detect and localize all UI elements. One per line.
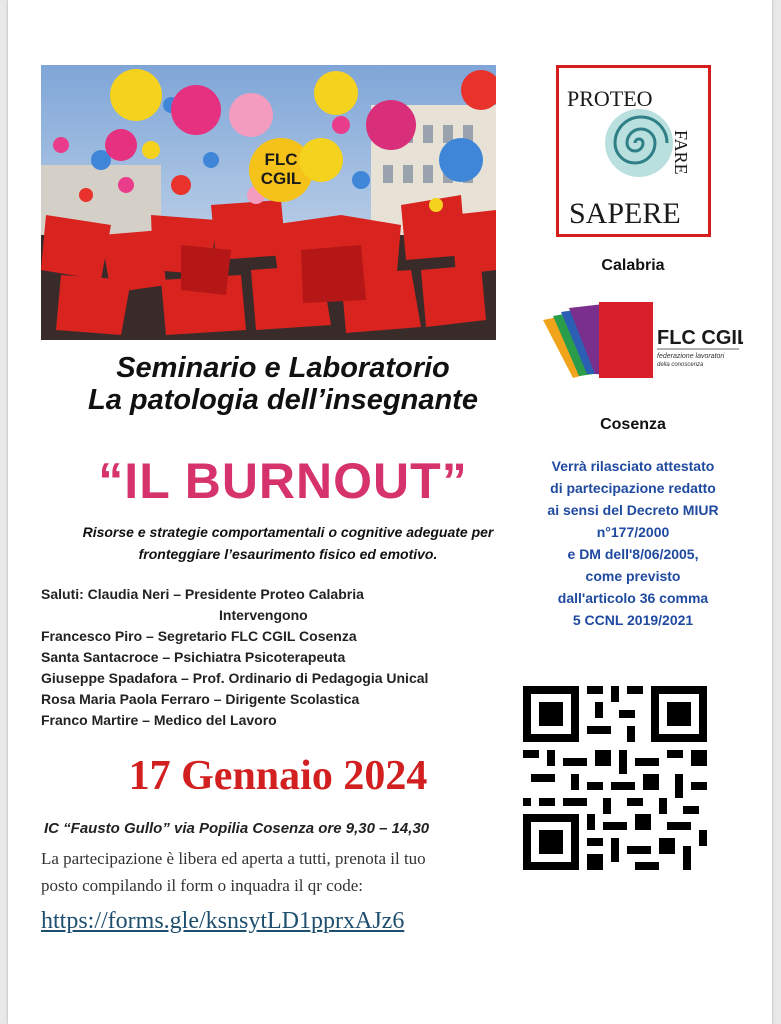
speakers-block [41, 584, 541, 731]
headline: “IL BURNOUT” [98, 453, 468, 509]
speaker-item: Giuseppe Spadafora – Prof. Ordinario di Pedagogia Unical [41, 670, 429, 686]
notice-line: e DM dell'8/06/2005, [567, 546, 699, 562]
flc-logo-text: FLC CGIL [657, 327, 743, 349]
subtitle-line2: fronteggiare l’esaurimento fisico ed emotivo. [138, 545, 438, 562]
speaker-item: Rosa Maria Paola Ferraro – Dirigente Scolastica [41, 691, 360, 707]
speaker-item: Franco Martire – Medico del Lavoro [41, 712, 277, 728]
notice-line: come previsto [585, 568, 681, 584]
seminar-subtitle [38, 522, 538, 565]
event-date: 17 Gennaio 2024 [128, 753, 428, 799]
sapere-word: SAPERE [569, 197, 681, 230]
info-line2: posto compilando il form o inquadra il qr code: [41, 876, 363, 895]
greeting-row [41, 584, 541, 605]
speaker-item: Santa Santacroce – Psichiatra Psicoterapeuta [41, 649, 346, 665]
crowd-photo [41, 65, 496, 340]
flc-logo-sub2: della conoscenza [657, 362, 704, 368]
notice-line: di partecipazione redatto [550, 480, 716, 496]
seminar-title-line1: Seminario e Laboratorio [116, 352, 450, 384]
greeting-text: Claudia Neri – Presidente Proteo Calabria [87, 586, 364, 602]
interventions-label: Intervengono [219, 607, 308, 623]
notice-line: Verrà rilasciato attestato [551, 458, 715, 474]
notice-line: ai sensi del Decreto MIUR [547, 502, 719, 518]
balloon-text-1: FLC [264, 150, 298, 169]
notice-line: n°177/2000 [596, 524, 670, 540]
form-link[interactable]: https://forms.gle/ksnsytLD1pprxAJz6 [41, 908, 405, 934]
event-venue: IC “Fausto Gullo” via Popilia Cosenza ore 9,30 – 14,30 [44, 820, 430, 837]
proteo-word: PROTEO [567, 86, 653, 111]
notice-line: dall'articolo 36 comma [557, 590, 709, 606]
subtitle-line1: Risorse e strategie comportamentali o cognitive adeguate per [82, 524, 494, 540]
info-line1: La partecipazione è libera ed aperta a tutti, prenota il tuo [41, 849, 426, 868]
city-label: Cosenza [600, 416, 666, 433]
participation-info [41, 845, 511, 899]
seminar-title [48, 352, 518, 417]
notice-line: 5 CCNL 2019/2021 [572, 612, 694, 628]
greeting-label: Saluti: [41, 586, 84, 602]
flc-logo-sub1: federazione lavoratori [657, 353, 725, 360]
seminar-title-line2: La patologia dell’insegnante [88, 384, 478, 417]
proteo-logo [556, 65, 711, 237]
certificate-notice [523, 455, 743, 631]
qr-code[interactable] [523, 686, 707, 870]
region-label: Calabria [601, 257, 665, 274]
flyer-page [8, 0, 772, 1024]
flc-cgil-logo [543, 300, 743, 380]
speaker-item: Francesco Piro – Segretario FLC CGIL Cosenza [41, 628, 357, 644]
balloon-text-2: CGIL [260, 169, 302, 188]
fare-word: FARE [671, 130, 691, 175]
